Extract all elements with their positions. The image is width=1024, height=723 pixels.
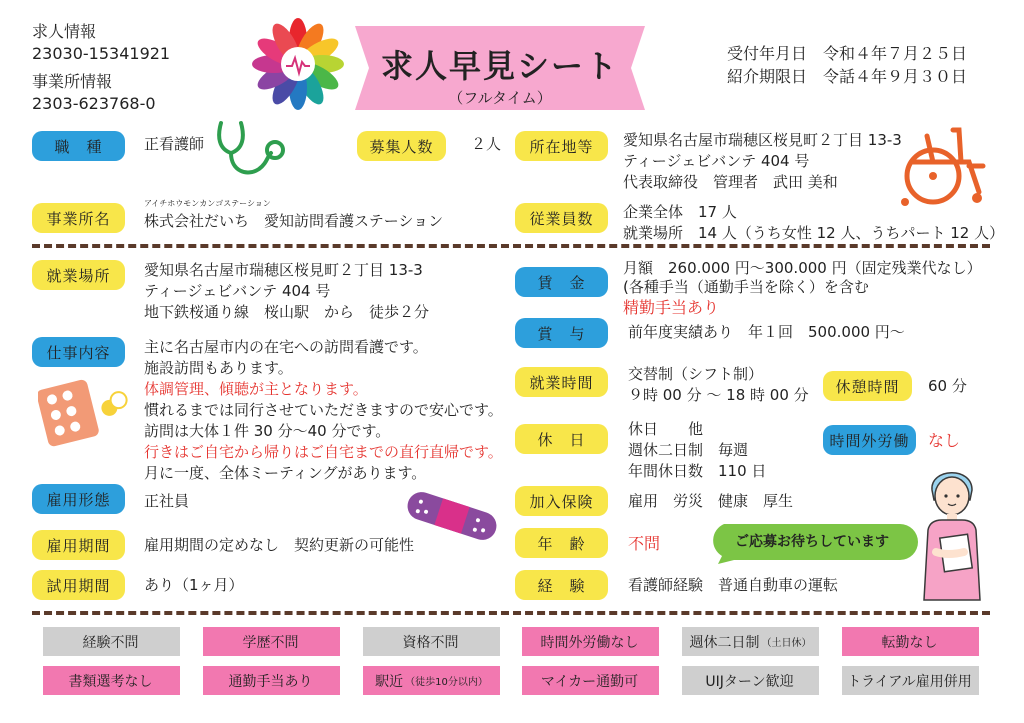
workplace-line-2: ティージェビバンテ 404 号 — [144, 282, 331, 300]
insurance-label: 加入保険 — [515, 486, 608, 516]
age-label: 年 齢 — [515, 528, 608, 558]
job-description-line-1: 主に名古屋市内の在宅への訪問看護です。 — [144, 338, 428, 356]
divider-bottom — [32, 611, 990, 615]
wage-line-1: 月額 260.000 円〜300.000 円（固定残業代なし） — [623, 259, 982, 277]
divider-top — [32, 244, 990, 248]
feature-chip: UIJターン歓迎 — [682, 666, 819, 695]
holidays-label: 休 日 — [515, 424, 608, 454]
location-line-2: ティージェビバンテ 404 号 — [623, 152, 810, 170]
feature-chip: 書類選考なし — [43, 666, 180, 695]
feature-chip: 週休二日制 （土日休） — [682, 627, 819, 656]
feature-chip: 経験不問 — [43, 627, 180, 656]
experience-value: 看護師経験 普通自動車の運転 — [628, 576, 839, 594]
openings-label: 募集人数 — [357, 131, 446, 161]
location-line-3: 代表取締役 管理者 武田 美和 — [623, 173, 838, 191]
stethoscope-icon — [213, 119, 287, 183]
referral-deadline: 紹介期限日 令話４年９月３０日 — [727, 67, 968, 86]
experience-label: 経 験 — [515, 570, 608, 600]
reception-date: 受付年月日 令和４年７月２５日 — [727, 44, 968, 63]
trial-period-label: 試用期間 — [32, 570, 125, 600]
bonus-value: 前年度実績あり 年１回 500.000 円〜 — [628, 323, 905, 341]
holidays-line-2: 週休二日制 毎週 — [628, 441, 749, 459]
page-subtitle: （フルタイム） — [448, 89, 552, 107]
openings-value: ２人 — [471, 135, 502, 153]
bonus-label: 賞 与 — [515, 318, 608, 348]
break-time-label: 休憩時間 — [823, 371, 912, 401]
job-info-label: 求人情報 — [32, 22, 97, 41]
occupation-label: 職 種 — [32, 131, 125, 161]
feature-chip: 学歴不問 — [203, 627, 340, 656]
wage-line-2: (各種手当（通勤手当を除く）を含む — [623, 278, 869, 296]
flower-heartbeat-logo-icon — [250, 14, 346, 114]
workplace-label: 就業場所 — [32, 260, 125, 290]
employment-period-label: 雇用期間 — [32, 530, 125, 560]
overtime-value: なし — [928, 431, 961, 450]
speech-bubble-text: ご応募お待ちしています — [735, 534, 889, 550]
feature-chip: 時間外労働なし — [522, 627, 659, 656]
job-description-line-3: 体調管理、傾聴が主となります。 — [144, 380, 368, 398]
job-description-label: 仕事内容 — [32, 337, 125, 367]
wage-note: 精勤手当あり — [623, 298, 720, 317]
employment-period-value: 雇用期間の定めなし 契約更新の可能性 — [144, 536, 415, 554]
workplace-line-3: 地下鉄桜通り線 桜山駅 から 徒歩２分 — [144, 303, 430, 321]
feature-chip: 転勤なし — [842, 627, 979, 656]
page-title: 求人早見シート — [380, 47, 619, 85]
holidays-line-3: 年間休日数 110 日 — [628, 462, 767, 480]
location-label: 所在地等 — [515, 131, 608, 161]
job-info-number: 23030-15341921 — [32, 44, 171, 63]
feature-chip: 通勤手当あり — [203, 666, 340, 695]
trial-period-value: あり（1ヶ月） — [144, 576, 244, 594]
age-value: 不問 — [628, 534, 661, 553]
job-description-line-4: 慣れるまでは同行させていただきますので安心です。 — [144, 401, 503, 419]
feature-chip: 駅近 （徒歩10分以内） — [363, 666, 500, 695]
break-time-value: 60 分 — [928, 377, 967, 395]
insurance-value: 雇用 労災 健康 厚生 — [628, 492, 794, 510]
pills-icon — [38, 374, 130, 450]
location-line-1: 愛知県名古屋市瑞穂区桜見町２丁目 13-3 — [623, 131, 902, 149]
job-description-line-6: 行きはご自宅から帰りはご自宅までの直行直帰です。 — [144, 443, 503, 461]
work-hours-line-2: ９時 00 分 〜 18 時 00 分 — [628, 386, 809, 404]
employees-line-2: 就業場所 14 人（うち女性 12 人、うちパート 12 人） — [623, 224, 1005, 242]
occupation-value: 正看護師 — [144, 135, 205, 153]
employment-type-label: 雇用形態 — [32, 484, 125, 514]
employees-line-1: 企業全体 17 人 — [623, 203, 737, 221]
office-name-label: 事業所名 — [32, 203, 125, 233]
office-info-label: 事業所情報 — [32, 72, 113, 91]
work-hours-line-1: 交替制（シフト制） — [628, 365, 764, 383]
employment-type-value: 正社員 — [144, 492, 190, 510]
feature-chip: トライアル雇用併用 — [842, 666, 979, 695]
bandage-icon — [402, 488, 502, 544]
holidays-line-1: 休日 他 — [628, 420, 704, 438]
feature-chip: マイカー通勤可 — [522, 666, 659, 695]
overtime-label: 時間外労働 — [823, 425, 916, 455]
job-description-line-7: 月に一度、全体ミーティングがあります。 — [144, 464, 427, 482]
workplace-line-1: 愛知県名古屋市瑞穂区桜見町２丁目 13-3 — [144, 261, 423, 279]
job-description-line-2: 施設訪問もあります。 — [144, 359, 293, 377]
office-kana: アイチホウモンカンゴステーション — [144, 199, 271, 208]
nurse-illustration-icon — [912, 460, 992, 610]
work-hours-label: 就業時間 — [515, 367, 608, 397]
employees-label: 従業員数 — [515, 203, 608, 233]
wheelchair-icon — [893, 122, 989, 210]
wage-label: 賃 金 — [515, 267, 608, 297]
office-info-number: 2303-623768-0 — [32, 94, 156, 113]
feature-chip: 資格不問 — [363, 627, 500, 656]
office-name-value: 株式会社だいち 愛知訪問看護ステーション — [144, 212, 444, 230]
job-description-line-5: 訪問は大体１件 30 分〜40 分です。 — [144, 422, 391, 440]
